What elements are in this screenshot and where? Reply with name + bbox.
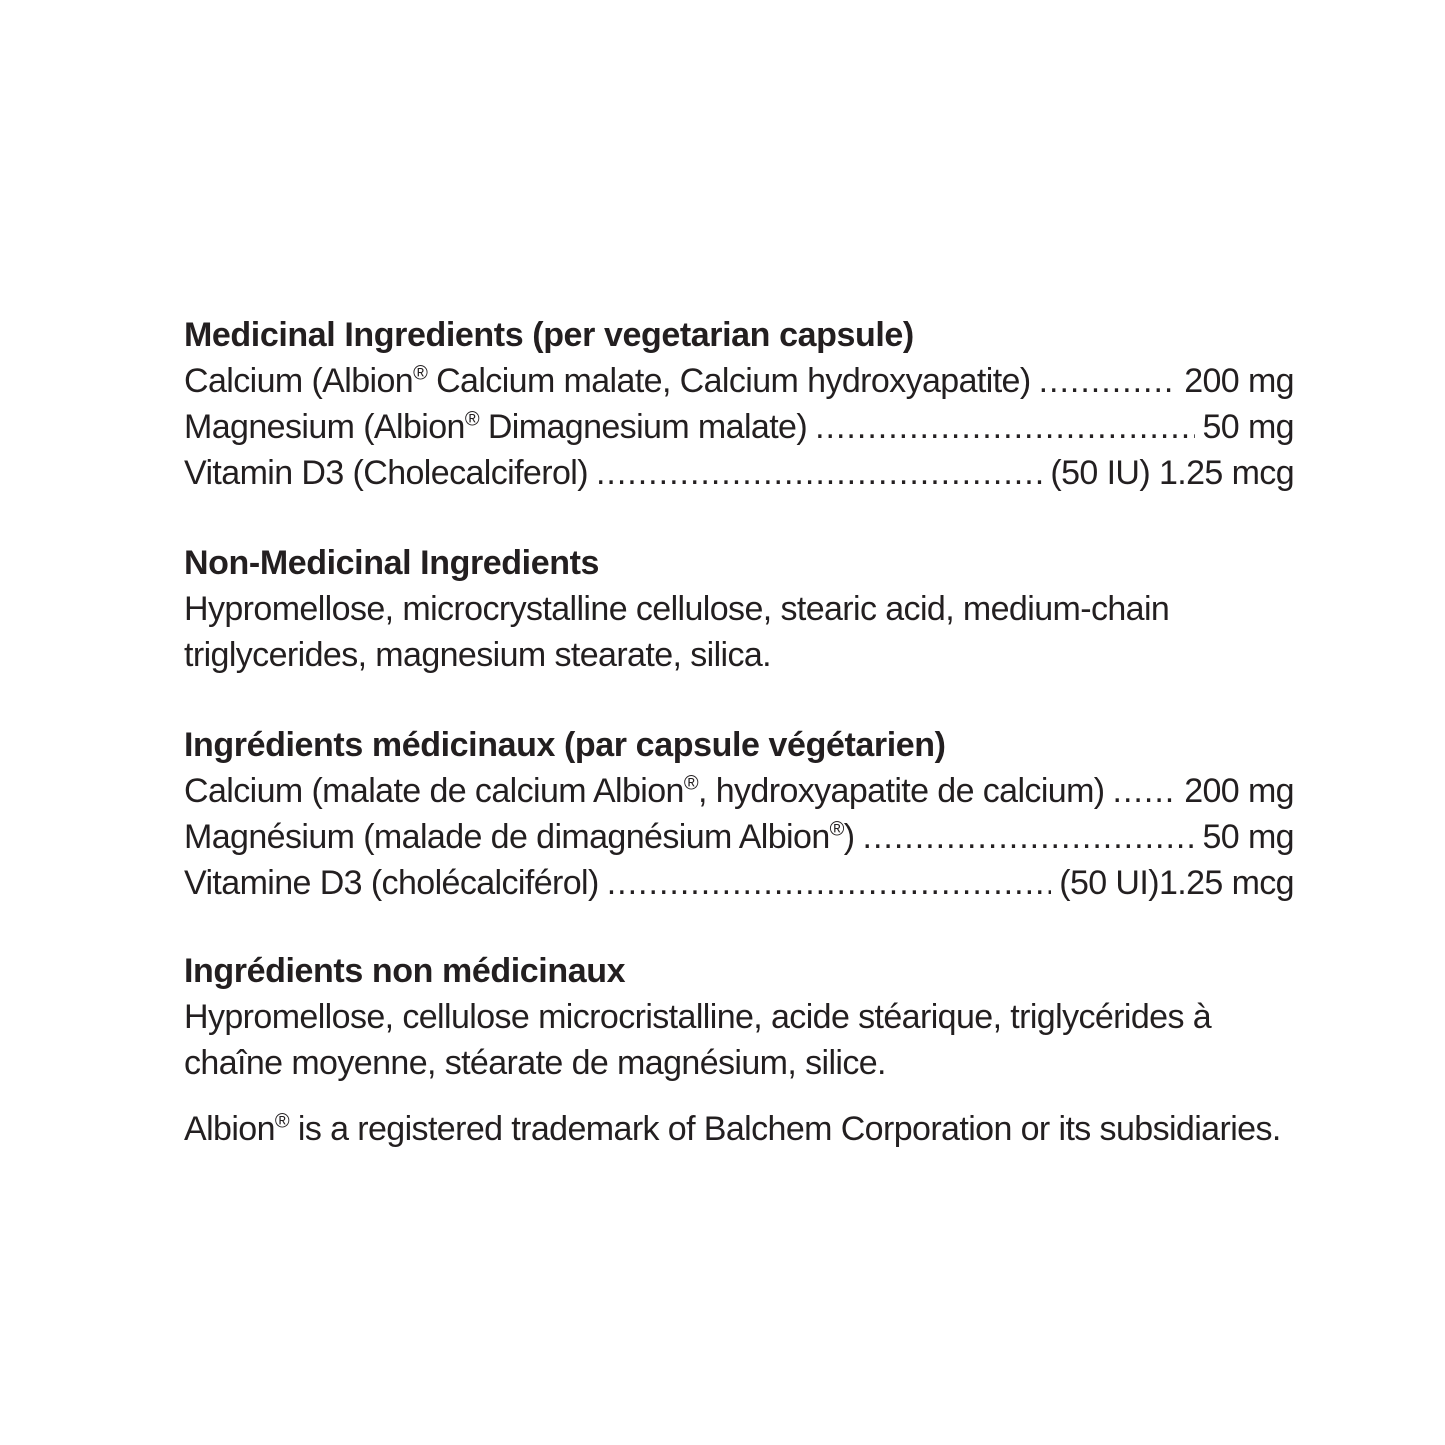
ingredient-name: Calcium (malate de calcium Albion®, hydroxyapatite de calcium) [184, 772, 1105, 810]
registered-mark: ® [413, 362, 428, 385]
ingredient-name: Magnésium (malade de dimagnésium Albion®) [184, 818, 855, 856]
registered-mark: ® [829, 818, 844, 841]
ingredients-label [184, 312, 1294, 1152]
ingredient-line-vitamin-d3-fr [184, 860, 1294, 906]
ingredient-name: Vitamin D3 (Cholecalciferol) [184, 454, 588, 492]
registered-mark: ® [464, 408, 479, 431]
ingredient-amount: 200 mg [1184, 772, 1294, 810]
en-non-medicinal-title: Non-Medicinal Ingredients [184, 544, 600, 582]
ingredient-line-magnesium-fr [184, 814, 1294, 860]
dot-leader [1039, 358, 1177, 404]
fr-medicinal-section [184, 722, 1294, 906]
ingredient-amount: 50 mg [1202, 818, 1294, 856]
dot-leader [815, 404, 1194, 450]
dot-leader [1113, 768, 1177, 814]
registered-mark: ® [274, 1110, 290, 1133]
trademark-brand: Albion [184, 1110, 275, 1148]
ingredient-amount: (50 IU) 1.25 mcg [1050, 454, 1294, 492]
ingredient-line-calcium [184, 358, 1294, 404]
fr-non-medicinal-text: Hypromellose, cellulose microcristalline, acide stéarique, triglycérides à chaîne moyenne, stéarate de magnésium, silice. [184, 998, 1212, 1082]
ingredient-line-vitamin-d3 [184, 450, 1294, 496]
ingredient-name: Vitamine D3 (cholécalciférol) [184, 864, 599, 902]
ingredient-line-calcium-fr [184, 768, 1294, 814]
trademark-notice [184, 1106, 1294, 1152]
dot-leader [596, 450, 1042, 496]
ingredient-amount: 50 mg [1202, 408, 1294, 446]
dot-leader [863, 814, 1195, 860]
ingredient-name: Magnesium (Albion® Dimagnesium malate) [184, 408, 808, 446]
registered-mark: ® [683, 772, 699, 795]
trademark-text: is a registered trademark of Balchem Corporation or its subsidiaries. [289, 1110, 1281, 1148]
ingredient-line-magnesium [184, 404, 1294, 450]
fr-medicinal-title: Ingrédients médicinaux (par capsule végétarien) [184, 726, 946, 764]
fr-non-medicinal-title: Ingrédients non médicinaux [184, 952, 626, 990]
ingredient-amount: 200 mg [1184, 362, 1294, 400]
ingredient-name: Calcium (Albion® Calcium malate, Calcium hydroxyapatite) [184, 362, 1031, 400]
dot-leader [607, 860, 1052, 906]
en-medicinal-section [184, 312, 1294, 496]
en-medicinal-title: Medicinal Ingredients (per vegetarian capsule) [184, 316, 914, 354]
en-non-medicinal-text: Hypromellose, microcrystalline cellulose, stearic acid, medium-chain triglycerides, magnesium stearate, silica. [184, 590, 1170, 674]
en-non-medicinal-section [184, 540, 1294, 678]
ingredient-amount: (50 UI)1.25 mcg [1059, 864, 1294, 902]
fr-non-medicinal-section [184, 948, 1294, 1086]
